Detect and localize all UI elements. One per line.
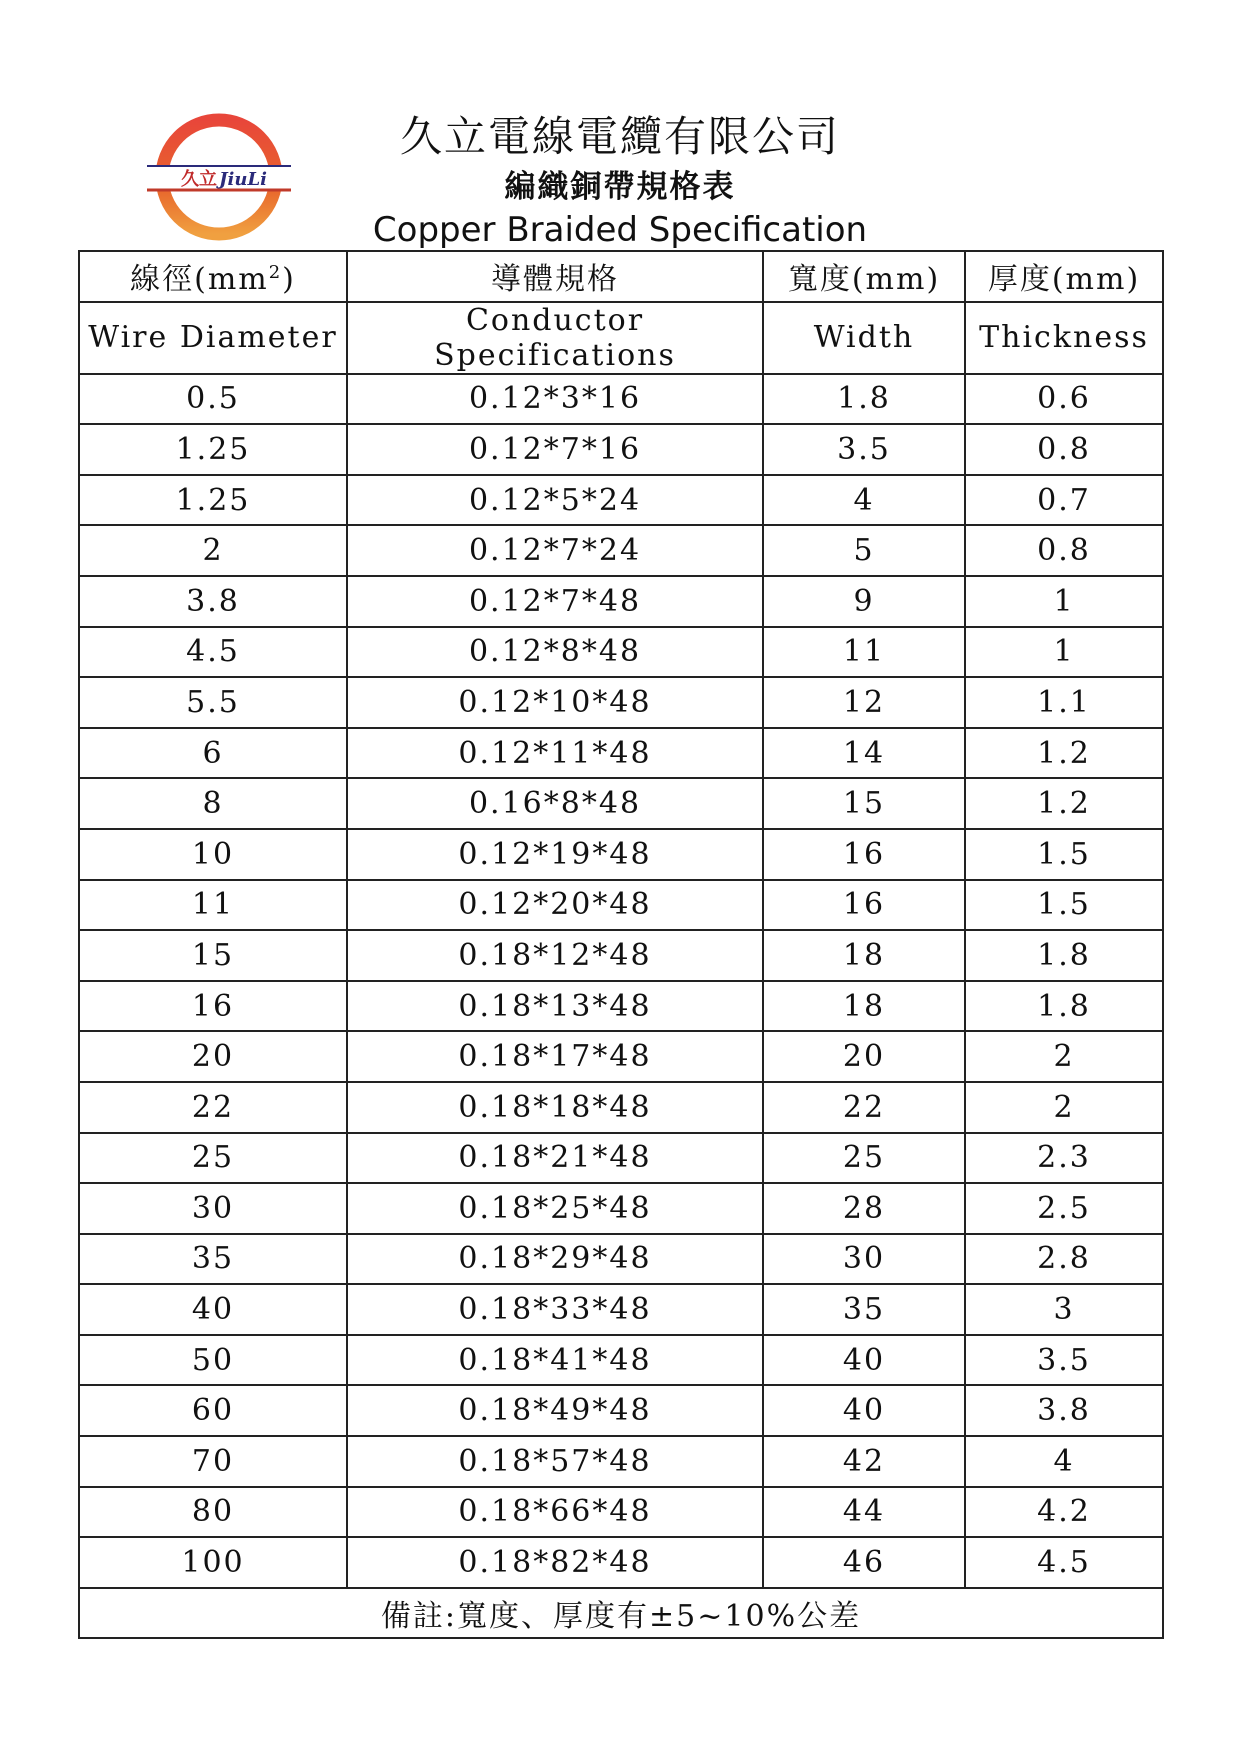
cell-width: 20 [763, 1031, 965, 1082]
cell-width: 3.5 [763, 424, 965, 475]
header-row-en [79, 302, 1163, 374]
cell-width: 16 [763, 880, 965, 931]
cell-conductor-spec: 0.18*33*48 [347, 1284, 763, 1335]
cell-thickness: 1.5 [965, 829, 1163, 880]
cell-conductor-spec: 0.12*5*24 [347, 475, 763, 526]
table-row [79, 525, 1163, 576]
logo-text-en: JiuLi [219, 169, 267, 190]
cell-conductor-spec: 0.18*41*48 [347, 1335, 763, 1386]
cell-wire-diameter: 1.25 [79, 424, 347, 475]
table-row [79, 778, 1163, 829]
table-row [79, 374, 1163, 425]
table-row [79, 424, 1163, 475]
table-row [79, 1436, 1163, 1487]
col-header-thickness-zh: 厚度(mm) [965, 251, 1163, 302]
cell-wire-diameter: 11 [79, 880, 347, 931]
cell-width: 11 [763, 627, 965, 678]
cell-wire-diameter: 8 [79, 778, 347, 829]
table-row [79, 1385, 1163, 1436]
cell-thickness: 2 [965, 1031, 1163, 1082]
cell-conductor-spec: 0.18*18*48 [347, 1082, 763, 1133]
table-row [79, 1234, 1163, 1285]
cell-width: 35 [763, 1284, 965, 1335]
cell-thickness: 2.3 [965, 1133, 1163, 1184]
cell-width: 40 [763, 1385, 965, 1436]
cell-width: 44 [763, 1487, 965, 1538]
cell-wire-diameter: 30 [79, 1183, 347, 1234]
table-row [79, 880, 1163, 931]
table-row [79, 1183, 1163, 1234]
cell-thickness: 3.5 [965, 1335, 1163, 1386]
cell-wire-diameter: 4.5 [79, 627, 347, 678]
table-row [79, 1335, 1163, 1386]
table-row [79, 576, 1163, 627]
cell-wire-diameter: 10 [79, 829, 347, 880]
cell-thickness: 4.5 [965, 1537, 1163, 1588]
cell-width: 16 [763, 829, 965, 880]
cell-thickness: 3.8 [965, 1385, 1163, 1436]
table-row [79, 1082, 1163, 1133]
table-row [79, 475, 1163, 526]
cell-wire-diameter: 60 [79, 1385, 347, 1436]
cell-width: 5 [763, 525, 965, 576]
company-name: 久立電線電纜有限公司 [399, 112, 840, 161]
table-row [79, 1133, 1163, 1184]
company-logo [145, 112, 293, 242]
cell-wire-diameter: 22 [79, 1082, 347, 1133]
cell-width: 18 [763, 930, 965, 981]
table-row [79, 677, 1163, 728]
cell-thickness: 0.8 [965, 424, 1163, 475]
cell-conductor-spec: 0.12*7*16 [347, 424, 763, 475]
cell-wire-diameter: 25 [79, 1133, 347, 1184]
cell-thickness: 3 [965, 1284, 1163, 1335]
cell-wire-diameter: 3.8 [79, 576, 347, 627]
cell-width: 18 [763, 981, 965, 1032]
table-row [79, 1487, 1163, 1538]
col-header-thickness-en: Thickness [965, 302, 1163, 374]
cell-conductor-spec: 0.18*49*48 [347, 1385, 763, 1436]
col-header-width-en: Width [763, 302, 965, 374]
cell-width: 4 [763, 475, 965, 526]
table-row [79, 1284, 1163, 1335]
table-row [79, 981, 1163, 1032]
title-zh: 編織銅帶規格表 [504, 169, 736, 205]
cell-thickness: 0.6 [965, 374, 1163, 425]
cell-thickness: 0.8 [965, 525, 1163, 576]
cell-thickness: 2.8 [965, 1234, 1163, 1285]
cell-wire-diameter: 1.25 [79, 475, 347, 526]
cell-thickness: 1.8 [965, 981, 1163, 1032]
tolerance-note: 備註:寬度、厚度有±5~10%公差 [79, 1588, 1163, 1639]
cell-width: 42 [763, 1436, 965, 1487]
cell-thickness: 1 [965, 627, 1163, 678]
cell-wire-diameter: 2 [79, 525, 347, 576]
cell-thickness: 1.5 [965, 880, 1163, 931]
cell-width: 28 [763, 1183, 965, 1234]
cell-conductor-spec: 0.18*57*48 [347, 1436, 763, 1487]
cell-width: 12 [763, 677, 965, 728]
cell-conductor-spec: 0.12*11*48 [347, 728, 763, 779]
table-row [79, 1031, 1163, 1082]
cell-wire-diameter: 6 [79, 728, 347, 779]
cell-thickness: 2 [965, 1082, 1163, 1133]
col-header-conductor-zh: 導體規格 [347, 251, 763, 302]
cell-width: 22 [763, 1082, 965, 1133]
cell-width: 9 [763, 576, 965, 627]
header-row-zh [79, 251, 1163, 302]
cell-wire-diameter: 5.5 [79, 677, 347, 728]
table-row [79, 627, 1163, 678]
cell-conductor-spec: 0.18*25*48 [347, 1183, 763, 1234]
cell-conductor-spec: 0.12*19*48 [347, 829, 763, 880]
cell-conductor-spec: 0.18*12*48 [347, 930, 763, 981]
cell-thickness: 1.8 [965, 930, 1163, 981]
cell-width: 46 [763, 1537, 965, 1588]
cell-wire-diameter: 16 [79, 981, 347, 1032]
title-en: Copper Braided Specification [372, 210, 868, 250]
cell-conductor-spec: 0.18*21*48 [347, 1133, 763, 1184]
note-row [79, 1588, 1163, 1639]
cell-width: 40 [763, 1335, 965, 1386]
cell-conductor-spec: 0.18*66*48 [347, 1487, 763, 1538]
cell-conductor-spec: 0.16*8*48 [347, 778, 763, 829]
cell-width: 25 [763, 1133, 965, 1184]
cell-width: 15 [763, 778, 965, 829]
title-block [300, 108, 940, 252]
col-header-wire-diameter-en: Wire Diameter [79, 302, 347, 374]
cell-thickness: 1.2 [965, 728, 1163, 779]
cell-thickness: 1 [965, 576, 1163, 627]
cell-width: 30 [763, 1234, 965, 1285]
cell-conductor-spec: 0.12*8*48 [347, 627, 763, 678]
cell-wire-diameter: 50 [79, 1335, 347, 1386]
col-header-wire-diameter-zh: 線徑$(mm^2)$ [79, 251, 347, 302]
cell-thickness: 1.2 [965, 778, 1163, 829]
cell-conductor-spec: 0.18*29*48 [347, 1234, 763, 1285]
col-header-width-zh: 寬度(mm) [763, 251, 965, 302]
cell-wire-diameter: 15 [79, 930, 347, 981]
cell-conductor-spec: 0.18*17*48 [347, 1031, 763, 1082]
table-row [79, 1537, 1163, 1588]
cell-wire-diameter: 100 [79, 1537, 347, 1588]
table-row [79, 930, 1163, 981]
cell-conductor-spec: 0.12*20*48 [347, 880, 763, 931]
cell-width: 1.8 [763, 374, 965, 425]
cell-thickness: 0.7 [965, 475, 1163, 526]
cell-conductor-spec: 0.12*7*48 [347, 576, 763, 627]
cell-conductor-spec: 0.12*10*48 [347, 677, 763, 728]
table-row [79, 728, 1163, 779]
logo-text-cn: 久立 [181, 169, 217, 190]
cell-thickness: 2.5 [965, 1183, 1163, 1234]
col-header-conductor-en: Conductor Specifications [347, 302, 763, 374]
cell-width: 14 [763, 728, 965, 779]
cell-thickness: 4 [965, 1436, 1163, 1487]
cell-wire-diameter: 70 [79, 1436, 347, 1487]
cell-wire-diameter: 20 [79, 1031, 347, 1082]
cell-wire-diameter: 40 [79, 1284, 347, 1335]
cell-conductor-spec: 0.12*3*16 [347, 374, 763, 425]
table-row [79, 829, 1163, 880]
cell-wire-diameter: 35 [79, 1234, 347, 1285]
cell-conductor-spec: 0.12*7*24 [347, 525, 763, 576]
spec-table [78, 250, 1164, 1639]
cell-thickness: 1.1 [965, 677, 1163, 728]
cell-conductor-spec: 0.18*13*48 [347, 981, 763, 1032]
cell-wire-diameter: 80 [79, 1487, 347, 1538]
cell-thickness: 4.2 [965, 1487, 1163, 1538]
cell-wire-diameter: 0.5 [79, 374, 347, 425]
cell-conductor-spec: 0.18*82*48 [347, 1537, 763, 1588]
